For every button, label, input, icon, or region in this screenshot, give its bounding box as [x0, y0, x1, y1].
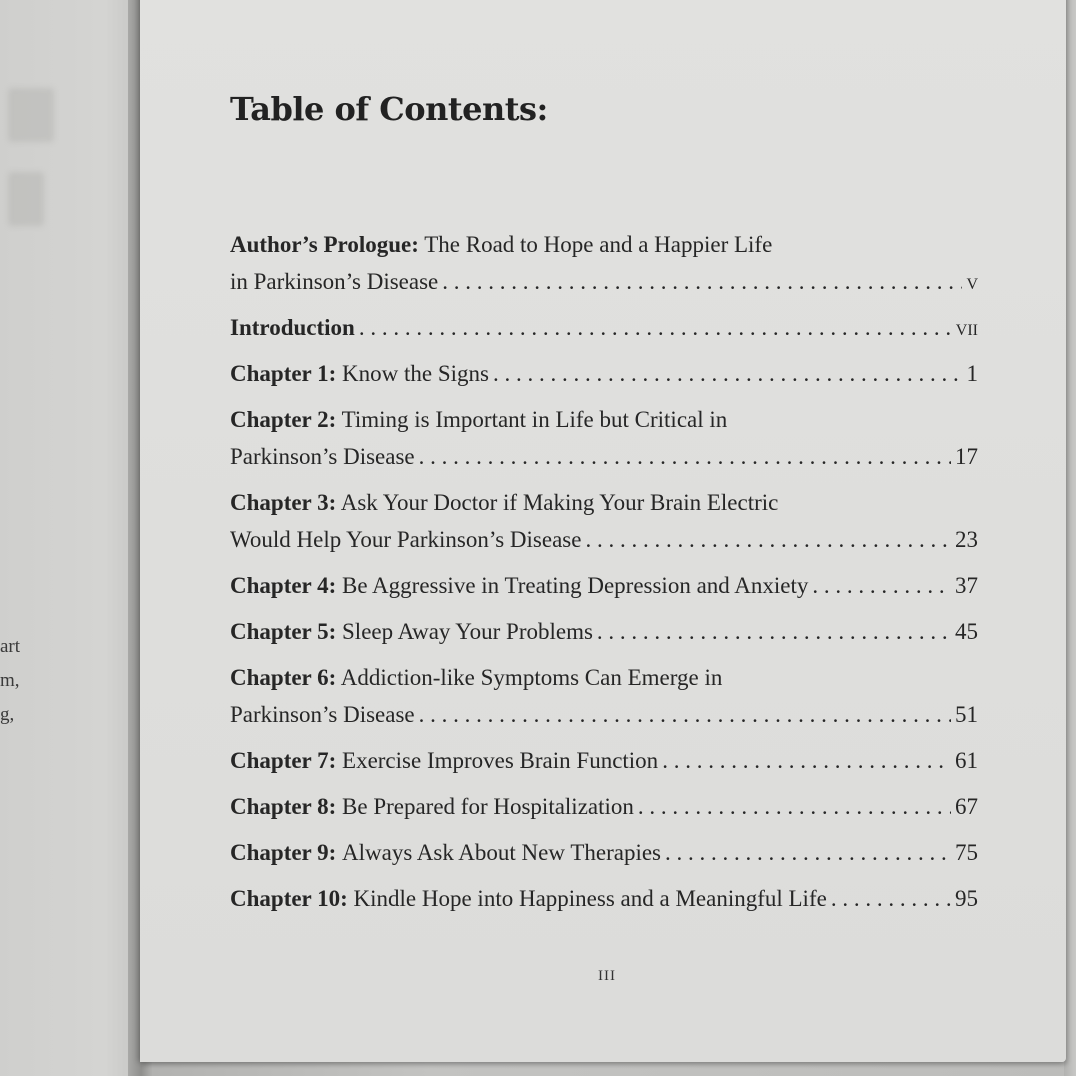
toc-entry-label: Chapter 8: [230, 794, 337, 819]
toc-entry-title: The Road to Hope and a Happier Life [424, 232, 773, 257]
toc-entry-page: v [966, 269, 978, 294]
dot-leader [665, 834, 951, 871]
dot-leader [597, 613, 951, 650]
toc-entry-page: 45 [955, 619, 978, 644]
toc-entry-label: Chapter 5: [230, 619, 337, 644]
dot-leader [419, 438, 951, 475]
page-title: Table of Contents: [230, 90, 548, 128]
toc-entry-title-continued: Would Help Your Parkinson’s Disease [230, 527, 582, 552]
dot-leader [831, 880, 951, 917]
toc-entry-title: Timing is Important in Life but Critical in [341, 407, 728, 432]
toc-entry [230, 742, 978, 779]
dot-leader [419, 696, 951, 733]
toc-entry [230, 613, 978, 650]
dot-leader [662, 742, 951, 779]
toc-entry-title: Addiction-like Symptoms Can Emerge in [340, 665, 723, 690]
toc-entry-label: Chapter 4: [230, 573, 337, 598]
toc-entry-title: Know the Signs [342, 361, 489, 386]
toc-entry-page: 67 [955, 794, 978, 819]
toc-entry-page: vii [955, 315, 978, 340]
toc-entry [230, 567, 978, 604]
toc-entry-label: Chapter 6: [230, 665, 337, 690]
right-page [140, 0, 1066, 1062]
left-page-text-fragment: m, [0, 670, 20, 691]
toc-entry-label: Chapter 3: [230, 490, 337, 515]
dot-leader [442, 263, 962, 300]
dot-leader [493, 355, 963, 392]
dot-leader [585, 521, 951, 558]
toc-entry-title: Be Prepared for Hospitalization [342, 794, 634, 819]
toc-entry [230, 834, 978, 871]
toc-entry [230, 226, 978, 300]
toc-entry [230, 401, 978, 475]
toc-entry-page: 95 [955, 886, 978, 911]
left-page-text-fragment: g, [0, 704, 15, 725]
toc-entry-label: Chapter 9: [230, 840, 337, 865]
toc-entry-title: Be Aggressive in Treating Depression and Anxiety [342, 573, 809, 598]
toc-entry-page: 23 [955, 527, 978, 552]
toc-entry-page: 1 [966, 361, 978, 386]
show-through-mark [8, 172, 44, 226]
toc-entry-page: 17 [955, 444, 978, 469]
toc-entry-title: Always Ask About New Therapies [342, 840, 661, 865]
toc-entry [230, 659, 978, 733]
toc-entry-label: Author’s Prologue: [230, 232, 419, 257]
toc-list [230, 226, 978, 926]
toc-entry-title-continued: Parkinson’s Disease [230, 702, 415, 727]
toc-entry-label: Chapter 7: [230, 748, 337, 773]
toc-entry [230, 788, 978, 825]
toc-entry-label: Chapter 2: [230, 407, 337, 432]
toc-entry-page: 75 [955, 840, 978, 865]
left-page-text-fragment: art [0, 636, 21, 657]
toc-entry [230, 484, 978, 558]
toc-entry-label: Introduction [230, 315, 355, 340]
toc-entry [230, 309, 978, 346]
toc-entry-label: Chapter 10: [230, 886, 348, 911]
toc-entry-title: Kindle Hope into Happiness and a Meaningful Life [353, 886, 827, 911]
toc-entry [230, 355, 978, 392]
page-number: III [598, 968, 616, 984]
toc-entry-label: Chapter 1: [230, 361, 337, 386]
toc-entry-title: Ask Your Doctor if Making Your Brain Electric [340, 490, 779, 515]
toc-entry-page: 51 [955, 702, 978, 727]
dot-leader [812, 567, 951, 604]
toc-entry-title-continued: Parkinson’s Disease [230, 444, 415, 469]
toc-entry-page: 37 [955, 573, 978, 598]
toc-entry-title: Exercise Improves Brain Function [342, 748, 659, 773]
dot-leader [359, 309, 952, 346]
toc-entry-title: Sleep Away Your Problems [342, 619, 593, 644]
toc-entry-page: 61 [955, 748, 978, 773]
toc-entry [230, 880, 978, 917]
show-through-mark [8, 88, 54, 142]
toc-entry-title-continued: in Parkinson’s Disease [230, 269, 439, 294]
dot-leader [638, 788, 951, 825]
